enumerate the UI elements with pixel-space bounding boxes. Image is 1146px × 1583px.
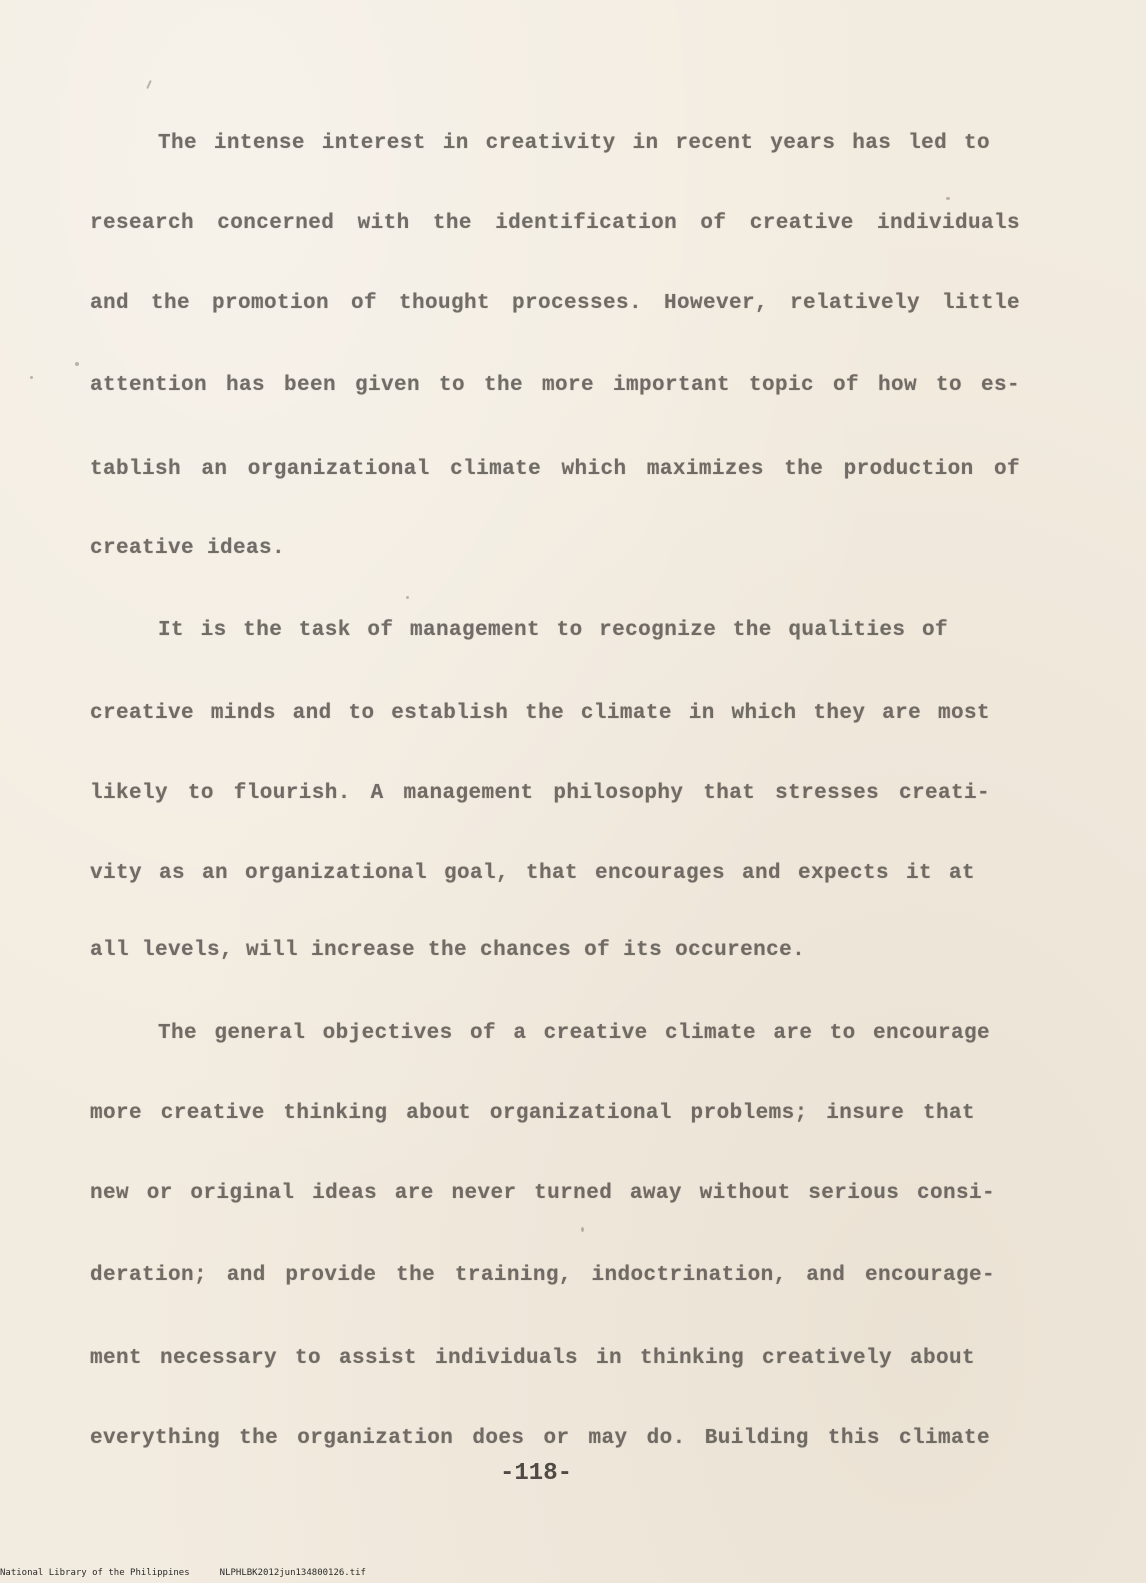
text-line: deration; and provide the training, indoctrination, and encourage- bbox=[90, 1264, 995, 1287]
scan-speck bbox=[75, 362, 79, 366]
text-line: new or original ideas are never turned away without serious consi- bbox=[90, 1182, 995, 1205]
text-line: research concerned with the identification of creative individuals bbox=[90, 212, 1020, 235]
page-number: -118- bbox=[500, 1460, 573, 1487]
text-line: creative minds and to establish the climate in which they are most bbox=[90, 702, 990, 725]
text-line: The intense interest in creativity in recent years has led to bbox=[158, 132, 990, 155]
footer-library: National Library of the Philippines bbox=[0, 1568, 190, 1578]
text-line: creative ideas. bbox=[90, 537, 286, 560]
text-line: and the promotion of thought processes. However, relatively little bbox=[90, 292, 1020, 315]
text-line: more creative thinking about organizational problems; insure that bbox=[90, 1102, 975, 1125]
text-line: all levels, will increase the chances of its occurence. bbox=[90, 939, 806, 962]
scan-speck bbox=[946, 197, 950, 200]
text-line: The general objectives of a creative climate are to encourage bbox=[158, 1022, 990, 1045]
text-line: everything the organization does or may do. Building this climate bbox=[90, 1427, 990, 1450]
scan-speck bbox=[30, 376, 33, 379]
scan-speck bbox=[581, 1227, 584, 1232]
footer-filename: NLPHLBK2012jun134800126.tif bbox=[219, 1568, 366, 1578]
scan-speck bbox=[406, 596, 409, 599]
text-line: likely to flourish. A management philosophy that stresses creati- bbox=[90, 782, 990, 805]
text-line: ment necessary to assist individuals in thinking creatively about bbox=[90, 1347, 975, 1370]
text-line: attention has been given to the more important topic of how to es- bbox=[90, 374, 1020, 397]
text-line: vity as an organizational goal, that encourages and expects it at bbox=[90, 862, 975, 885]
scan-footer bbox=[0, 1568, 366, 1578]
text-line: It is the task of management to recognize the qualities of bbox=[158, 619, 948, 642]
text-line: tablish an organizational climate which maximizes the production of bbox=[90, 458, 1020, 481]
scan-speck bbox=[146, 80, 152, 89]
